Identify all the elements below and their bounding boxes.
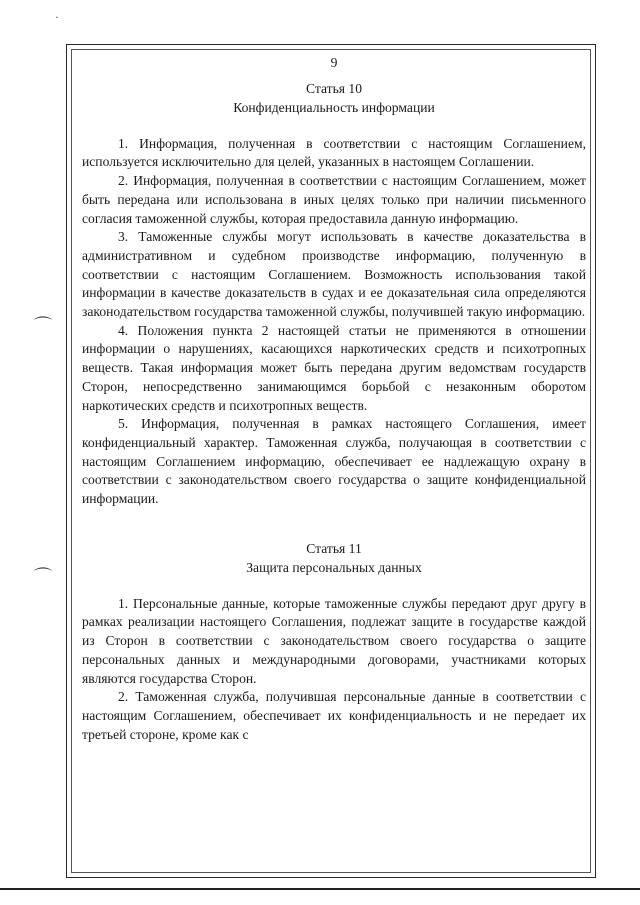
scan-speck: · <box>55 10 59 24</box>
document-page <box>82 54 586 744</box>
article-10-paragraph-5: 5. Информация, полученная в рамках настоящего Соглашения, имеет конфиденциальный характер. Таможенная служба, получающая в соответствии с настоящим Соглашением информацию, обеспечивает ее надлежащую охрану в соответствии с законодательством своего государства о защите конфиденциальной информации. <box>82 416 586 507</box>
article-10-title: Статья 10 <box>305 80 363 96</box>
article-11-paragraph-2: 2. Таможенная служба, получившая персональные данные в соответствии с настоящим Соглашением, обеспечивает их конфиденциальность и не передает их третьей стороне, кроме как с <box>82 689 586 742</box>
page-number: 9 <box>330 55 338 70</box>
article-11-paragraph-1: 1. Персональные данные, которые таможенные службы передают друг другу в рамках реализации настоящего Соглашения, подлежат защите в государстве каждой из Сторон в соответствии с законодательством своего государства о защите персональных данных и международными договорами, участниками которых являются государства Сторон. <box>82 595 586 686</box>
article-10-paragraph-4: 4. Положения пункта 2 настоящей статьи не применяются в отношении информации о нарушениях, касающихся наркотических средств и психотропных веществ. Такая информация может быть передана другим ведомствам государств Сторон, непосредственно занимающимся борьбой с незаконным оборотом наркотических средств и психотропных веществ. <box>82 322 586 413</box>
article-11-subtitle: Защита персональных данных <box>246 559 422 575</box>
article-10-paragraph-2: 2. Информация, полученная в соответствии с настоящим Соглашением, может быть передана или использована в иных целях только при наличии письменного согласия таможенной службы, которая предоставила данную информацию. <box>82 173 586 226</box>
binding-hole-mark: ⌒ <box>34 316 52 336</box>
article-10-subtitle: Конфиденциальность информации <box>233 99 435 115</box>
article-10-paragraph-3: 3. Таможенные службы могут использовать в качестве доказательства в административном и судебном производстве информацию, полученную в соответствии с настоящим Соглашением. Возможность использования такой информации в качестве доказательств в судах и ее доказательная сила определяются законодательством государства таможенной службы, получившей такую информацию. <box>82 229 586 320</box>
scan-edge-line <box>0 888 640 890</box>
binding-hole-mark: ⌒ <box>34 567 52 587</box>
article-10-paragraph-1: 1. Информация, полученная в соответствии с настоящим Соглашением, используется исключительно для целей, указанных в настоящем Соглашении. <box>82 135 586 170</box>
article-11-title: Статья 11 <box>306 540 362 556</box>
